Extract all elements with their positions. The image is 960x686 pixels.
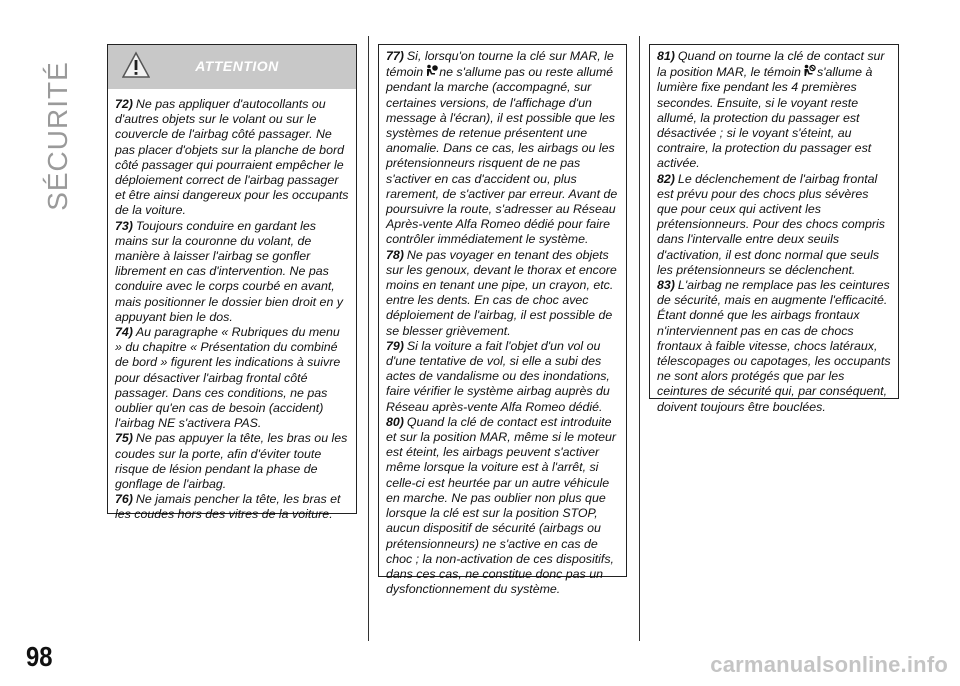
column-divider-left — [368, 36, 369, 641]
right-box — [649, 44, 899, 414]
note-text: Le déclenchement de l'airbag frontal est prévu pour des chocs plus sévères que pour ceux qui activent les prétensionneurs. Pour des chocs compris dans l'intervalle entre deux seuils d'activation, il est donc normal que seuls les prétensionneurs se déclenchent. — [657, 171, 885, 277]
note-number: 81) — [657, 49, 675, 63]
note-item — [386, 49, 620, 248]
note-number: 82) — [657, 171, 675, 186]
watermark: carmanualsonline.info — [710, 652, 948, 677]
note-number: 77) — [386, 49, 404, 63]
section-title — [33, 36, 83, 236]
passenger-airbag-off-icon — [802, 64, 816, 78]
note-number: 83) — [657, 278, 675, 293]
note-text: Au paragraphe « Rubriques du menu » du chapitre « Présentation du combiné de bord » figurent les indications à suivre pour désactiver l'airbag frontal côté passager. Dans ces conditions, ne pas oublier qu'en cas de besoin (accident) l'airbag NE s'activera PAS. — [115, 325, 341, 431]
note-item — [657, 49, 892, 172]
attention-title: ATTENTION — [195, 58, 279, 75]
note-item — [115, 325, 350, 431]
note-text: ne s'allume pas ou reste allumé pendant la marche (accompagné, sur certaines versions, de l'affichage d'un message à l'écran), il est possible que les systèmes de retenue présentent une anomalie. Dans ce cas, les airbags ou les prétensionneurs risquent de ne pas s'activer en cas d'accident ou, plus rarement, de s'activer par erreur. Avant de poursuivre la route, s'adresser au Réseau Après-vente Alfa Romeo dédié pour faire contrôler immédiatement le système. — [386, 65, 618, 247]
note-item — [386, 248, 620, 339]
note-text: L'airbag ne remplace pas les ceintures de sécurité, mais en augmente l'efficacité. Étant donné que les airbags frontaux n'interviennent pas en cas de chocs frontaux à faible vitesse, chocs latéraux, télescopages ou capotages, les occupants ne sont alors protégés que par les ceintures de sécurité qui, par conséquent, doivent toujours être bouclées. — [657, 278, 891, 414]
airbag-warning-icon — [424, 64, 438, 78]
note-text: Ne jamais pencher la tête, les bras et les coudes hors des vitres de la voiture. — [115, 492, 341, 522]
note-item — [115, 97, 350, 219]
note-text: Si la voiture a fait l'objet d'un vol ou d'une tentative de vol, si elle a subi des actes de vandalisme ou des inondations, faire vérifier le système airbag auprès du Réseau après-vente Alfa Romeo dédié. — [386, 338, 610, 414]
note-text: Si, lorsqu'on tourne la clé sur MAR, le témoin — [386, 49, 614, 80]
note-number: 74) — [115, 325, 133, 340]
page-number: 98 — [26, 641, 53, 672]
note-item — [115, 492, 350, 522]
note-item — [115, 431, 350, 492]
note-item — [386, 415, 620, 597]
note-number: 75) — [115, 431, 133, 446]
section-title-text: SÉCURITÉ — [42, 61, 74, 211]
attention-header — [108, 45, 356, 89]
note-item — [657, 278, 892, 415]
note-number: 80) — [386, 414, 404, 429]
note-number: 78) — [386, 247, 404, 262]
middle-box — [378, 44, 627, 597]
note-text: Ne pas voyager en tenant des objets sur les genoux, devant le thorax et encore moins en tenant une pipe, un crayon, etc. entre les dents. En cas de choc avec déploiement de l'airbag, il est possible de se blesser grièvement. — [386, 247, 617, 338]
note-number: 73) — [115, 218, 133, 233]
note-item — [657, 172, 892, 278]
note-text: Quand la clé de contact est introduite et sur la position MAR, même si le moteur est éteint, les airbags peuvent s'activer même lorsque la voiture est à l'arrêt, si celle-ci est heurtée par un autre véhicule en marche. Ne pas oublier non plus que lorsque la clé est sur la position STOP, aucun dispositif de sécurité (airbags ou prétensionneurs) ne s'active en cas de choc ; la non-activation de ces dispositifs, dans ces cas, ne constitue donc pas un dysfonctionnement du système. — [386, 414, 616, 597]
note-text: Ne pas appliquer d'autocollants ou d'autres objets sur le volant ou sur le couvercle de l'airbag côté passager. Ne pas placer d'objets sur la planche de bord côté passager qui pourraient empêcher le déploiement correct de l'airbag passager et être ainsi dangereux pour les occupants de la voiture. — [115, 97, 349, 218]
column-divider-right — [639, 36, 640, 641]
note-number: 76) — [115, 492, 133, 507]
warning-triangle-icon — [122, 51, 150, 79]
attention-box — [107, 44, 357, 522]
note-text: Toujours conduire en gardant les mains sur la couronne du volant, de manière à laisser l'airbag se gonfler librement en cas d'intervention. Ne pas conduire avec le corps courbé en avant, mais positionner le dossier bien droit en y appuyant bien le dos. — [115, 218, 343, 324]
note-number: 79) — [386, 338, 404, 353]
note-item — [386, 339, 620, 415]
note-text: Ne pas appuyer la tête, les bras ou les coudes sur la porte, afin d'éviter toute risque de lésion pendant la phase de gonflage de l'airbag. — [115, 431, 348, 492]
note-text: s'allume à lumière fixe pendant les 4 premières secondes. Ensuite, si le voyant reste allumé, la protection du passager est désactivée ; si le voyant s'éteint, au contraire, la protection du passager est activée. — [657, 65, 873, 171]
note-number: 72) — [115, 97, 133, 111]
note-text: Quand on tourne la clé de contact sur la position MAR, le témoin — [657, 49, 885, 80]
note-item — [115, 219, 350, 325]
